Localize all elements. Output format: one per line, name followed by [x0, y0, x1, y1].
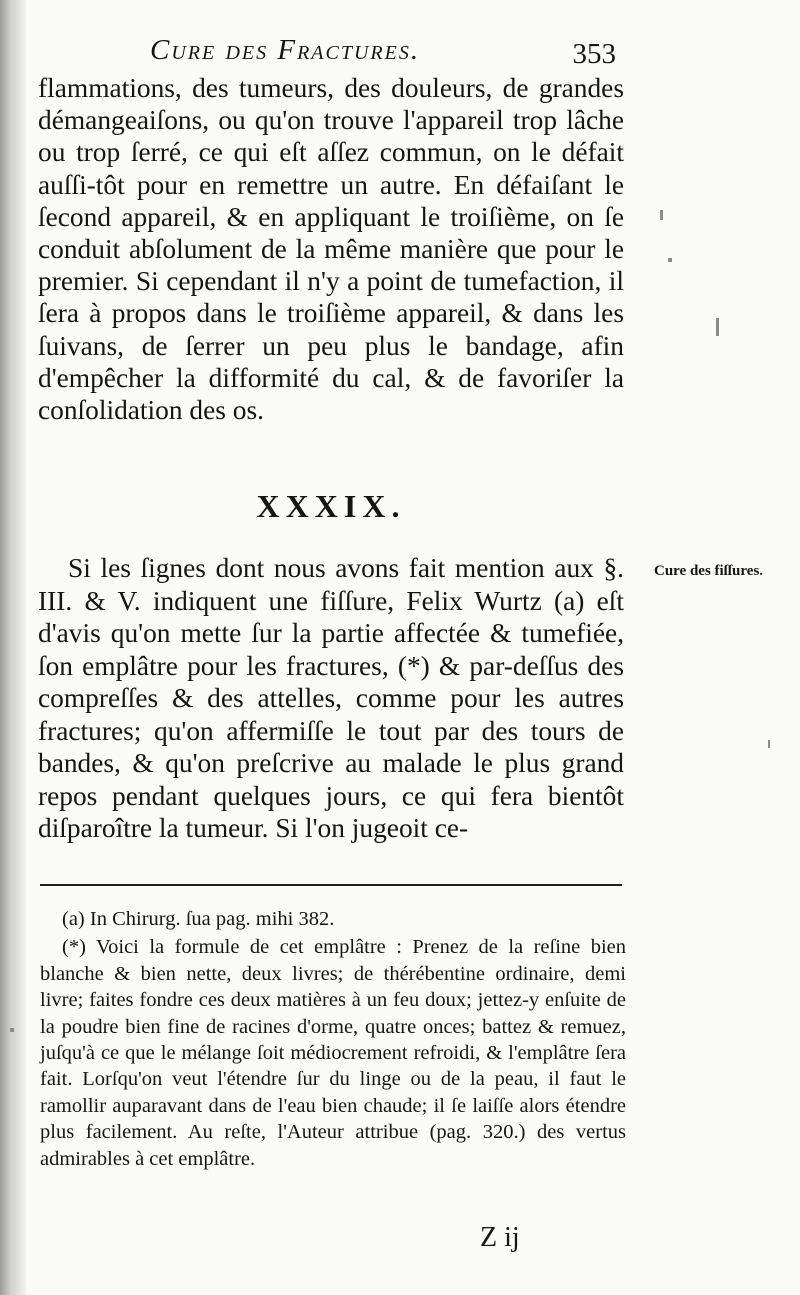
- section-heading: XXXIX.: [256, 488, 406, 524]
- page-header: [150, 34, 630, 74]
- footnote-rule: [40, 884, 622, 886]
- body-paragraph-1: [38, 72, 624, 426]
- footnotes: [40, 906, 626, 1172]
- paper-speck: [10, 1028, 14, 1032]
- paper-speck: [660, 210, 663, 220]
- margin-note: Cure des fiſſures.: [654, 563, 764, 579]
- footnote-star: (*) Voici la formule de cet emplâtre : Prenez de la reſine bien blanche & bien nette, deux livres; de thérébentine ordinaire, demi livre; faites fondre ces deux matières à un feu doux; jettez-y enſuite de la poudre bien fine de racines d'orme, quatre onces; battez & remuez, juſqu'à ce que le mélange ſoit médiocrement refroidi, & l'emplâtre ſera fait. Lorſqu'on veut l'étendre ſur du linge ou de la peau, il faut le ramollir auparavant dans de l'eau bien chaude; il ſe laiſſe alors étendre plus facilement. Au reſte, l'Auteur attribue (pag. 320.) des vertus admirables à cet emplâtre.: [40, 936, 626, 1170]
- paper-speck: [768, 740, 770, 748]
- page-gutter-shadow: [0, 0, 26, 1295]
- paper-speck: [716, 318, 719, 336]
- footnote-a: (a) In Chirurg. ſua pag. mihi 382.: [62, 908, 335, 930]
- paragraph-text: flammations, des tumeurs, des douleurs, de grandes démangeaiſons, ou qu'on trouve l'appareil trop lâche ou trop ſerré, ce qui eſt aſſez commun, on le défait auſſi-tôt pour en remettre un autre. En défaiſant le ſecond appareil, & en appliquant le troiſième, on ſe conduit abſolument de la même manière que pour le premier. Si cependant il n'y a point de tumefaction, il ſera à propos dans le troiſième appareil, & dans les ſuivans, de ſerrer un peu plus le bandage, afin d'empêcher la difformité du cal, & de favoriſer la conſolidation des os.: [38, 73, 624, 426]
- body-paragraph-2: Si les ſignes dont nous avons fait mention aux §. III. & V. indiquent une fiſſure, Felix Wurtz (a) eſt d'avis qu'on mette ſur la partie affectée & tumefiée, ſon emplâtre pour les fractures, (*) & par-deſſus des compreſſes & des attelles, comme pour les autres fractures; qu'on affermiſſe le tout par des tours de bandes, & qu'on preſcrive au malade le plus grand repos pendant quelques jours, ce qui fera bientôt diſparoître la tumeur. Si l'on jugeoit ce-: [38, 553, 624, 843]
- running-head: Cure des Fractures.: [150, 34, 421, 66]
- signature-mark: Z ij: [480, 1222, 520, 1253]
- paper-speck: [668, 258, 672, 262]
- page-number: 353: [572, 38, 616, 70]
